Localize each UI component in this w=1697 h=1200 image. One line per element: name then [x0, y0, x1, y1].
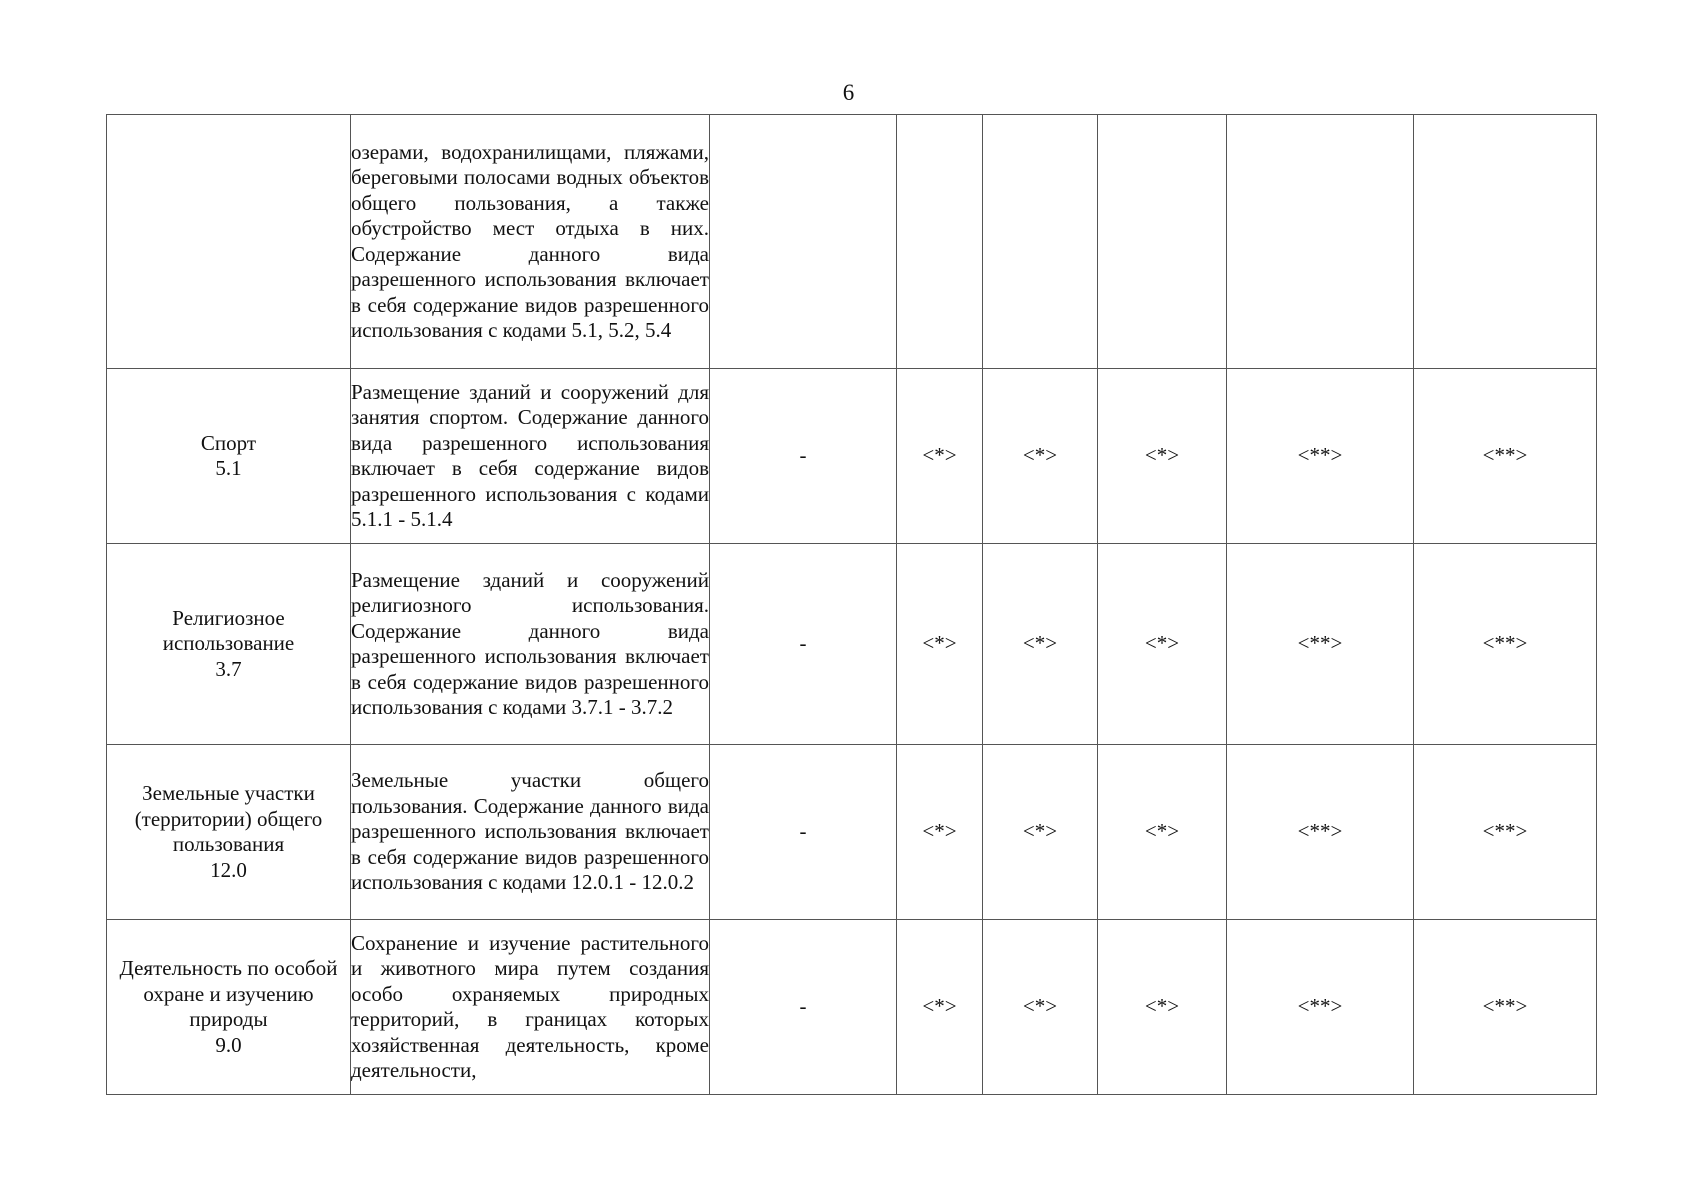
land-use-name: пользования: [172, 832, 285, 856]
land-use-code: 3.7: [215, 656, 242, 681]
land-use-name: Религиозное: [172, 605, 285, 630]
land-use-name: природы: [189, 1007, 268, 1031]
land-use-description: Сохранение и изучение растительного и животного мира путем создания особо охраняемых природных территорий, в границах которых хозяйственная деятельность, кроме деятельности,: [351, 920, 710, 1095]
land-use-name-cell: [107, 369, 351, 544]
land-use-code: 5.1: [215, 456, 242, 480]
value-cell: [897, 115, 983, 369]
land-use-name: использование: [162, 631, 295, 656]
land-use-description: озерами, водохранилищами, пляжами, береговыми полосами водных объектов общего пользования, а также обустройство мест отдыха в них. Содержание данного вида разрешенного использования включает в себя содержание видов разрешенного использования с кодами 5.1, 5.2, 5.4: [351, 115, 710, 369]
land-use-name-cell: [107, 920, 351, 1095]
value-cell: <*>: [897, 745, 983, 920]
value-cell: <*>: [983, 369, 1098, 544]
land-use-description: Размещение зданий и сооружений для занятия спортом. Содержание данного вида разрешенного использования включает в себя содержание видов разрешенного использования с кодами 5.1.1 - 5.1.4: [351, 369, 710, 544]
value-cell: <*>: [983, 920, 1098, 1095]
value-cell: [1227, 115, 1414, 369]
value-cell: <**>: [1414, 920, 1597, 1095]
value-cell: <*>: [1098, 745, 1227, 920]
value-cell: -: [710, 369, 897, 544]
table-row: [107, 920, 1597, 1095]
value-cell: <**>: [1414, 544, 1597, 745]
value-cell: -: [710, 544, 897, 745]
value-cell: <*>: [983, 745, 1098, 920]
table-row: [107, 369, 1597, 544]
value-cell: <*>: [1098, 544, 1227, 745]
value-cell: <*>: [897, 544, 983, 745]
table-row: [107, 544, 1597, 745]
value-cell: -: [710, 920, 897, 1095]
value-cell: [983, 115, 1098, 369]
land-use-name: Земельные участки: [142, 781, 315, 805]
value-cell: -: [710, 745, 897, 920]
land-use-name: Деятельность по особой: [119, 956, 338, 980]
land-use-name-cell: [107, 544, 351, 745]
land-use-name: охране и изучению: [143, 981, 314, 1006]
value-cell: <**>: [1414, 745, 1597, 920]
value-cell: <**>: [1227, 745, 1414, 920]
table-row: [107, 115, 1597, 369]
land-use-name-cell: [107, 745, 351, 920]
land-use-name: (территории) общего: [134, 806, 323, 831]
value-cell: [1098, 115, 1227, 369]
land-use-table: [106, 114, 1597, 1095]
land-use-code: 12.0: [210, 857, 247, 882]
table-row: [107, 745, 1597, 920]
value-cell: <*>: [897, 369, 983, 544]
value-cell: <**>: [1414, 369, 1597, 544]
value-cell: <**>: [1227, 369, 1414, 544]
value-cell: <*>: [983, 544, 1098, 745]
value-cell: <*>: [1098, 369, 1227, 544]
value-cell: <*>: [897, 920, 983, 1095]
value-cell: <**>: [1227, 544, 1414, 745]
land-use-name-cell: [107, 115, 351, 369]
land-use-description: Размещение зданий и сооружений религиозного использования. Содержание данного вида разрешенного использования включает в себя содержание видов разрешенного использования с кодами 3.7.1 - 3.7.2: [351, 544, 710, 745]
land-use-name: Спорт: [200, 430, 257, 455]
value-cell: [1414, 115, 1597, 369]
land-use-description: Земельные участки общего пользования. Содержание данного вида разрешенного использования включает в себя содержание видов разрешенного использования с кодами 12.0.1 - 12.0.2: [351, 745, 710, 920]
page-number: 6: [842, 80, 855, 105]
land-use-code: 9.0: [215, 1032, 242, 1057]
value-cell: <*>: [1098, 920, 1227, 1095]
value-cell: [710, 115, 897, 369]
value-cell: <**>: [1227, 920, 1414, 1095]
